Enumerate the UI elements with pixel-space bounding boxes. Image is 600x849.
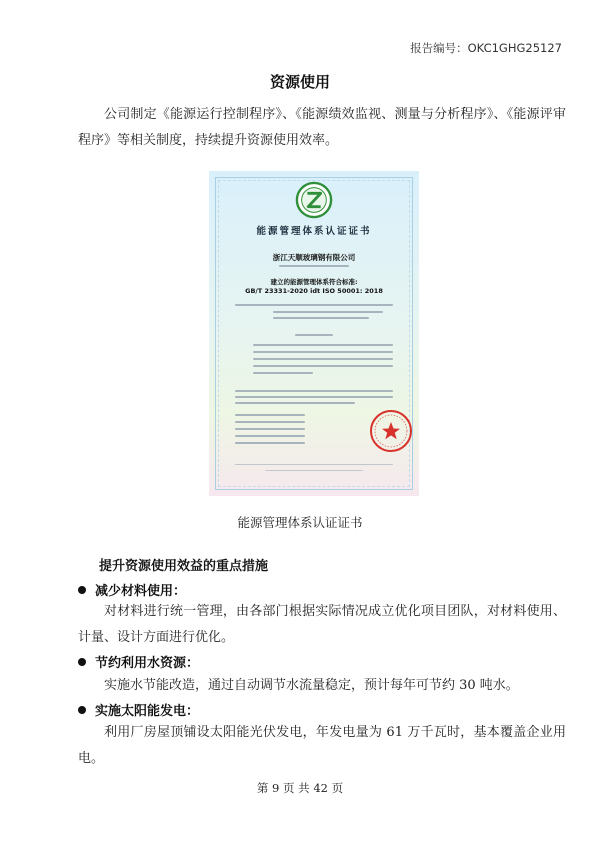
- certificate-text-line: [235, 304, 393, 306]
- certificate-standard: [209, 278, 419, 296]
- certificate-text-line: [235, 442, 305, 444]
- certificate-company: 浙江天顺玻璃钢有限公司: [272, 253, 356, 262]
- certificate-text-line: [273, 311, 383, 313]
- certification-logo-icon: [295, 181, 333, 219]
- certificate-text-line: [295, 334, 333, 336]
- certificate-text-line: [235, 396, 393, 398]
- measure-title: 节约利用水资源：: [78, 652, 199, 671]
- measure-text: 对材料进行统一管理，由各部门根据实际情况成立优化项目团队，对材料使用、计量、设计方面进行优化。: [78, 604, 566, 645]
- certificate-text-line: [279, 265, 349, 267]
- certificate-text-line: [235, 402, 355, 404]
- report-number: 报告编号：OKC1GHG25127: [410, 41, 562, 55]
- bullet-icon: [78, 586, 86, 594]
- page-title: 资源使用: [269, 73, 330, 91]
- measures-heading: 提升资源使用效益的重点措施: [99, 559, 269, 574]
- certificate-text-line: [253, 344, 393, 346]
- certificate-standard-code: GB/T 23331-2020 idt ISO 50001: 2018: [245, 287, 383, 295]
- certificate-text-line: [235, 390, 393, 392]
- certificate-text-line: [253, 351, 393, 353]
- certificate-text-line: [235, 464, 393, 465]
- measure-text: 实施水节能改造，通过自动调节水流量稳定，预计每年可节约 30 吨水。: [104, 678, 519, 693]
- measure-title: 实施太阳能发电：: [78, 700, 199, 719]
- certificate-text-line: [235, 428, 305, 430]
- intro-paragraph: 公司制定《能源运行控制程序》、《能源绩效监视、测量与分析程序》、《能源评审程序》等相关制度，持续提升资源使用效率。: [78, 107, 566, 148]
- certificate-text-line: [253, 358, 393, 360]
- certificate-text-line: [253, 365, 393, 367]
- certificate-text-line: [235, 421, 305, 423]
- certificate-text-line: [265, 470, 363, 471]
- certificate-text-line: [273, 317, 369, 319]
- certificate-title: 能源管理体系认证证书: [256, 226, 372, 237]
- page-number: 第 9 页 共 42 页: [256, 781, 344, 795]
- certificate-text-line: [235, 414, 305, 416]
- measure-text: 利用厂房屋顶铺设太阳能光伏发电，年发电量为 61 万千瓦时，基本覆盖企业用电。: [78, 725, 566, 766]
- certificate-text-line: [253, 372, 313, 374]
- certificate-standard-heading: 建立的能源管理体系符合标准:: [270, 278, 358, 286]
- bullet-icon: [78, 658, 86, 666]
- red-seal-stamp-icon: [369, 409, 413, 453]
- bullet-icon: [78, 706, 86, 714]
- certificate-text-line: [235, 435, 305, 437]
- measure-title: 减少材料使用：: [78, 580, 186, 599]
- certificate-image: [209, 171, 419, 496]
- certificate-caption: 能源管理体系认证证书: [237, 515, 363, 530]
